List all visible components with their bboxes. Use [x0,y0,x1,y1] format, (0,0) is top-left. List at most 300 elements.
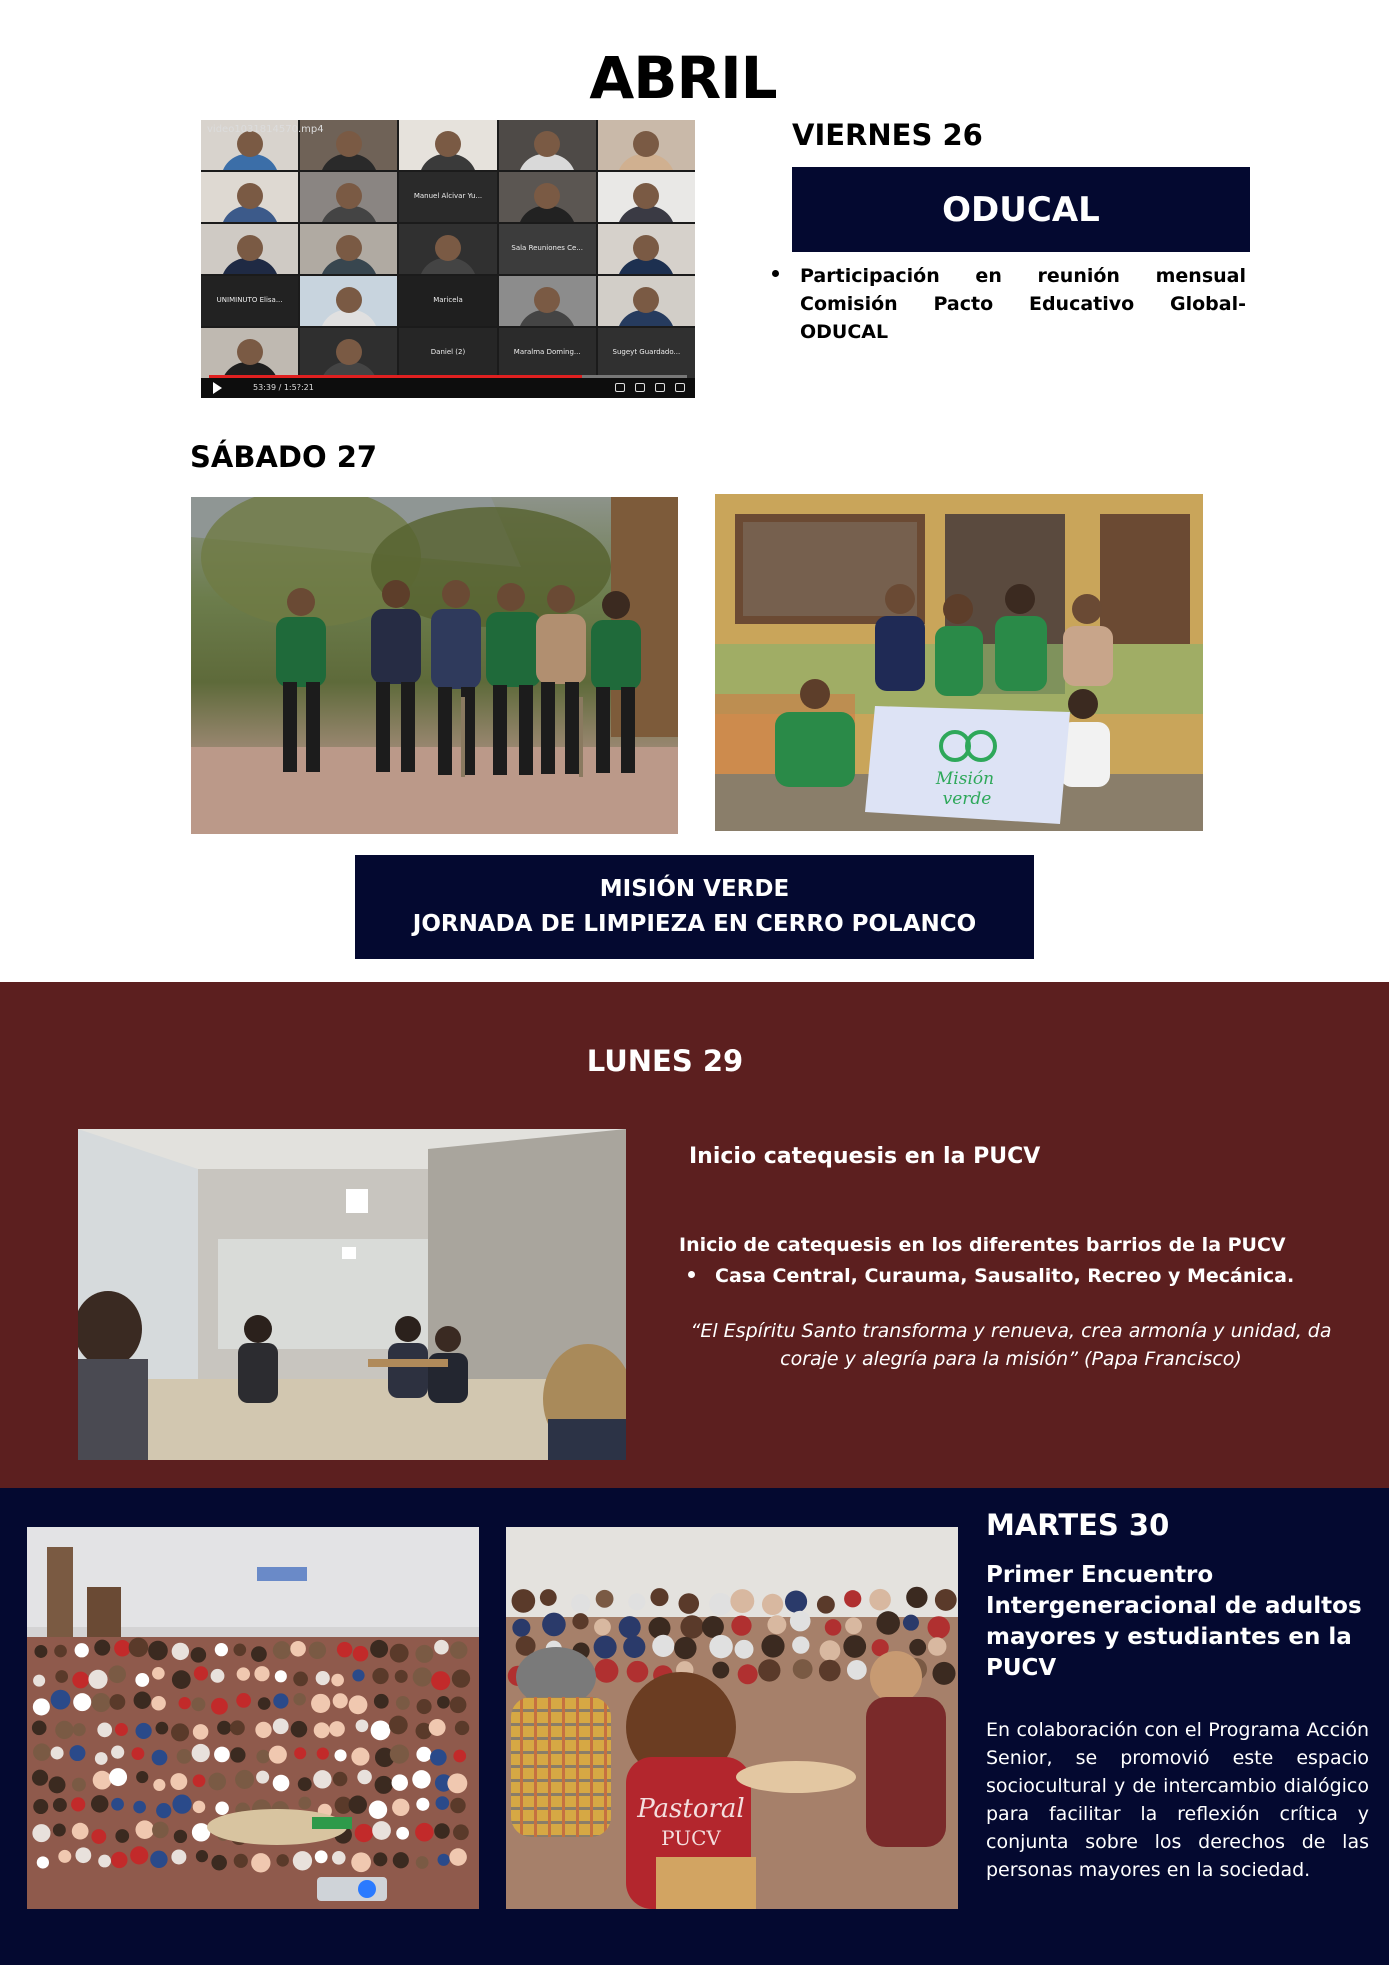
play-icon[interactable] [213,382,222,394]
crowd-person-mark [416,1747,431,1762]
crowd-person-mark [449,1848,467,1866]
crowd-person-mark [177,1749,192,1764]
participant-name: Maricela [433,296,463,304]
crowd-person-mark [316,1671,330,1685]
crowd-person-mark [453,1824,469,1840]
crowd-person-mark [313,1770,331,1788]
crowd-person-mark [111,1798,124,1811]
participant-tile [201,172,298,222]
crowd-person-mark [152,1822,169,1839]
crowd-person-mark [293,1851,312,1870]
participant-head [534,287,560,313]
crowd-person-mark [329,1721,345,1737]
crowd-person-mark [619,1616,641,1638]
crowd-person-mark [337,1642,353,1658]
participant-tile [300,172,397,222]
catequesis-title: Inicio catequesis en la PUCV [689,1144,1041,1169]
crowd-person-mark [393,1852,409,1868]
crowd-person-mark [71,1797,85,1811]
crowd-person-mark [372,1668,388,1684]
participant-tile [499,120,596,170]
crowd-person-mark [156,1803,171,1818]
participant-tile [598,172,695,222]
crowd-person-mark [33,1743,50,1760]
video-call-screenshot [201,120,695,398]
crowd-person-mark [452,1669,470,1687]
crowd-person-mark [932,1662,955,1685]
crowd-person-mark [115,1829,129,1843]
bullet-icon [688,1271,695,1278]
crowd-person-mark [349,1795,367,1813]
oducal-title: ODUCAL [942,189,1100,230]
crowd-person-mark [903,1615,919,1631]
crowd-person-mark [88,1670,107,1689]
crowd-person-mark [374,1694,389,1709]
shirt-text-line1: Pastoral [637,1794,745,1824]
settings-icon[interactable] [635,383,645,392]
crowd-person-mark [416,1798,429,1811]
crowd-person-mark [434,1823,450,1839]
crowd-person-mark [709,1593,731,1615]
crowd-person-mark [298,1797,311,1810]
participant-tile [598,276,695,326]
participant-tile [499,328,596,378]
crowd-person-mark [572,1613,588,1629]
papa-francisco-quote: “El Espíritu Santo transforma y renueva, crea armonía y unidad, da coraje y alegría para la misión” (Papa Francisco) [690,1320,1332,1370]
participant-head [237,339,263,365]
crowd-person-mark [392,1774,408,1790]
crowd-person-mark [109,1768,127,1786]
participant-head [435,131,461,157]
crowd-person-mark [390,1744,409,1763]
crowd-person-mark [191,1647,207,1663]
crowd-person-mark [844,1590,861,1607]
crowd-person-mark [627,1661,649,1683]
crowd-person-mark [512,1589,536,1613]
crowd-person-mark [196,1850,208,1862]
viernes-heading: VIERNES 26 [792,118,983,152]
crowd-person-mark [395,1670,408,1683]
crowd-person-mark [349,1695,368,1714]
crowd-person-mark [51,1746,64,1759]
crowd-person-mark [396,1827,409,1840]
video-progress-bar[interactable] [209,375,687,378]
crowd-person-mark [434,1640,449,1655]
oducal-bullet-text: Participación en reunión mensual Comisión Pacto Educativo Global-ODUCAL [800,265,1246,343]
crowd-person-mark [98,1855,111,1868]
crowd-person-mark [251,1646,267,1662]
crowd-person-mark [211,1698,228,1715]
crowd-person-mark [436,1796,450,1810]
crowd-person-mark [758,1659,780,1681]
crowd-person-mark [55,1721,73,1739]
crowd-person-mark [767,1615,786,1634]
crowd-person-mark [91,1829,106,1844]
fullscreen-icon[interactable] [675,383,685,392]
crowd-person-mark [333,1772,347,1786]
crowd-person-mark [309,1642,326,1659]
crowd-person-mark [214,1747,230,1763]
crowd-person-mark [333,1693,348,1708]
crowd-person-mark [114,1640,130,1656]
crowd-person-mark [32,1721,47,1736]
crowd-person-mark [72,1823,89,1840]
crowd-person-mark [702,1616,724,1638]
participant-name: Sugeyt Guardado... [612,348,681,356]
participant-head [237,235,263,261]
crowd-person-mark [152,1667,165,1680]
participant-tile [499,224,596,274]
crowd-person-mark [371,1721,391,1741]
crowd-person-mark [431,1671,450,1690]
crowd-person-mark [370,1640,388,1658]
crowd-person-mark [356,1719,369,1732]
crowd-person-mark [412,1770,430,1788]
crowd-person-mark [820,1640,841,1661]
participant-head [633,183,659,209]
participant-head [336,131,362,157]
crowd-person-mark [111,1852,127,1868]
lunes-heading: LUNES 29 [586,1044,744,1078]
participant-name: Maralma Doming... [513,348,581,356]
crowd-person-mark [450,1798,465,1813]
crowd-person-mark [111,1746,124,1759]
crowd-person-mark [75,1847,91,1863]
crowd-person-mark [174,1830,187,1843]
crowd-person-mark [192,1744,210,1762]
crowd-person-mark [650,1588,668,1606]
crowd-person-mark [415,1645,433,1663]
crowd-person-mark [33,1698,50,1715]
crowd-person-mark [49,1776,66,1793]
crowd-person-mark [735,1640,754,1659]
crowd-person-mark [315,1850,328,1863]
crowd-person-mark [294,1747,306,1759]
participant-tile [201,224,298,274]
crowd-person-mark [32,1824,50,1842]
campus-bullet-item [688,1262,1328,1290]
participant-tile [300,224,397,274]
crowd-person-mark [290,1641,306,1657]
crowd-person-mark [628,1593,645,1610]
crowd-person-mark [72,1778,86,1792]
crowd-person-mark [594,1636,617,1659]
crowd-person-mark [150,1851,167,1868]
crowd-person-mark [230,1720,245,1735]
crowd-person-mark [375,1776,393,1794]
participant-head [633,235,659,261]
crowd-person-mark [369,1801,387,1819]
crowd-person-mark [254,1666,269,1681]
crowd-person-mark [674,1637,696,1659]
crowd-person-mark [680,1615,703,1638]
crowd-person-mark [389,1716,408,1735]
crowd-person-mark [172,1795,191,1814]
crowd-person-mark [571,1594,590,1613]
crowd-person-mark [293,1672,308,1687]
crowd-person-mark [450,1696,467,1713]
participant-head [633,131,659,157]
crowd-person-mark [32,1770,48,1786]
crowd-person-mark [927,1616,949,1638]
video-controls [201,378,695,398]
participant-tile [300,328,397,378]
crowd-person-mark [233,1643,246,1656]
catequesis-room-photo [78,1129,626,1460]
crowd-person-mark [352,1669,364,1681]
crowd-person-mark [731,1616,751,1636]
crowd-person-mark [97,1723,112,1738]
crowd-person-mark [793,1659,813,1679]
crowd-person-mark [390,1644,409,1663]
crowd-person-mark [623,1636,645,1658]
crowd-person-mark [153,1779,165,1791]
crowd-person-mark [595,1659,619,1683]
mision-verde-group-photo [715,494,1203,831]
crowd-person-mark [906,1587,927,1608]
participant-tile [201,328,298,378]
crowd-person-mark [928,1637,947,1656]
crowd-person-mark [134,1692,151,1709]
crowd-person-mark [129,1638,149,1658]
crowd-person-mark [73,1693,91,1711]
oducal-bullet-item [772,262,1246,346]
participant-tile [499,276,596,326]
crowd-person-mark [170,1773,187,1790]
crowd-person-mark [298,1777,312,1791]
crowd-person-mark [255,1722,271,1738]
crowd-person-mark [843,1635,866,1658]
crowd-person-mark [115,1723,128,1736]
crowd-person-mark [430,1749,447,1766]
oducal-banner [792,167,1250,252]
crowd-person-mark [91,1693,110,1712]
crowd-person-mark [258,1697,271,1710]
crowd-person-mark [235,1770,254,1789]
miniplayer-icon[interactable] [655,383,665,392]
crowd-person-mark [512,1619,530,1637]
crowd-person-mark [935,1589,957,1611]
crowd-person-mark [136,1771,148,1783]
crowd-person-mark [730,1589,754,1613]
crowd-person-mark [135,1820,154,1839]
crowd-person-mark [276,1854,288,1866]
page-title: ABRIL [589,44,777,112]
crowd-person-mark [372,1821,391,1840]
crowd-person-mark [790,1611,811,1632]
participant-tile [399,276,496,326]
participant-head [336,183,362,209]
participant-name: Sala Reuniones Ce... [511,244,584,252]
crowd-person-mark [331,1674,344,1687]
crowd-person-mark [712,1662,729,1679]
catequesis-subtitle: Inicio de catequesis en los diferentes barrios de la PUCV [679,1234,1286,1256]
crowd-person-mark [133,1801,146,1814]
video-progress-fill [209,375,582,378]
crowd-person-mark [450,1641,467,1658]
participant-tile [399,224,496,274]
crowd-person-mark [792,1636,809,1653]
crowd-person-mark [817,1596,835,1614]
crowd-person-mark [152,1750,168,1766]
crowd-person-mark [437,1696,450,1709]
crowd-person-mark [317,1747,329,1759]
crowd-person-mark [845,1617,862,1634]
participant-tile [598,224,695,274]
crowd-person-mark [275,1670,287,1682]
participant-head [534,183,560,209]
video-filename: video1031814570.mp4 [207,124,324,135]
flag-text-line1: Misión [935,769,995,789]
crowd-person-mark [256,1750,270,1764]
crowd-person-mark [438,1854,450,1866]
subtitles-icon[interactable] [615,383,625,392]
crowd-person-mark [256,1771,269,1784]
crowd-person-mark [172,1643,189,1660]
participant-head [336,339,362,365]
crowd-person-mark [211,1855,227,1871]
crowd-person-mark [179,1697,191,1709]
participant-name: UNIMINUTO Elisa... [216,296,283,304]
crowd-person-mark [417,1699,432,1714]
crowd-person-mark [130,1846,148,1864]
participant-tile [499,172,596,222]
crowd-person-mark [211,1669,225,1683]
crowd-person-mark [53,1824,66,1837]
crowd-person-mark [542,1613,566,1637]
crowd-person-mark [332,1851,346,1865]
flag-text-line2: verde [942,789,992,809]
crowd-person-mark [373,1852,387,1866]
crowd-person-mark [33,1675,45,1687]
crowd-person-mark [236,1693,251,1708]
participant-grid [201,120,695,378]
crowd-person-mark [156,1722,169,1735]
participant-tile [300,276,397,326]
crowd-person-mark [453,1750,466,1763]
crowd-person-mark [237,1667,250,1680]
crowd-person-mark [785,1591,807,1613]
crowd-person-mark [392,1799,409,1816]
crowd-person-mark [909,1639,926,1656]
crowd-person-mark [55,1670,68,1683]
crowd-person-mark [269,1746,287,1764]
crowd-person-mark [148,1641,168,1661]
crowd-person-mark [108,1665,126,1683]
crowd-person-mark [596,1590,614,1608]
crowd-person-mark [429,1719,446,1736]
crowd-person-mark [193,1724,209,1740]
crowd-person-mark [291,1721,308,1738]
crowd-person-mark [293,1693,305,1705]
mision-verde-banner-line1: MISIÓN VERDE [599,876,790,902]
participant-tile [201,276,298,326]
crowd-person-mark [192,1697,206,1711]
crowd-person-mark [53,1798,67,1812]
participant-tile [598,120,695,170]
crowd-person-mark [355,1824,373,1842]
participant-head [633,287,659,313]
crowd-person-mark [37,1856,49,1868]
crowd-person-mark [415,1823,434,1842]
crowd-person-mark [171,1723,189,1741]
crowd-person-mark [93,1771,112,1790]
crowd-person-mark [678,1593,699,1614]
crowd-person-mark [652,1635,674,1657]
crowd-person-mark [72,1672,89,1689]
crowd-person-mark [69,1745,85,1761]
crowd-person-mark [234,1854,248,1868]
crowd-person-mark [34,1645,47,1658]
crowd-person-mark [273,1775,290,1792]
crowd-person-mark [215,1801,229,1815]
crowd-person-mark [357,1770,372,1785]
crowd-person-mark [761,1634,784,1657]
crowd-person-mark [94,1640,110,1656]
encuentro-title: Primer Encuentro Intergeneracional de adultos mayores y estudiantes en la PUCV [986,1562,1362,1681]
crowd-person-mark [413,1667,432,1686]
encuentro-table-photo [506,1527,958,1909]
crowd-person-mark [353,1646,369,1662]
participant-head [336,287,362,313]
campus-list-text: Casa Central, Curauma, Sausalito, Recreo y Mecánica. [715,1265,1295,1287]
shirt-text-line2: PUCV [661,1826,721,1850]
participant-tile [399,120,496,170]
crowd-person-mark [762,1594,783,1615]
crowd-person-mark [171,1849,186,1864]
video-time: 53:39 / 1:5?:21 [253,383,314,392]
crowd-person-mark [33,1799,48,1814]
crowd-person-mark [73,1723,86,1736]
crowd-person-mark [869,1589,891,1611]
crowd-person-mark [131,1747,144,1760]
crowd-person-mark [230,1747,245,1762]
participant-head [237,183,263,209]
crowd-person-mark [416,1856,429,1869]
crowd-person-mark [709,1635,732,1658]
crowd-person-mark [54,1645,67,1658]
crowd-person-mark [110,1694,126,1710]
crowd-person-mark [208,1773,226,1791]
crowd-person-mark [135,1723,151,1739]
crowd-person-mark [455,1721,469,1735]
crowd-person-mark [594,1619,611,1636]
participant-name: Daniel (2) [430,348,466,356]
crowd-person-mark [334,1749,346,1761]
crowd-person-mark [95,1752,108,1765]
crowd-person-mark [151,1696,166,1711]
crowd-person-mark [876,1611,900,1635]
crowd-person-mark [396,1696,410,1710]
crowd-person-mark [311,1694,330,1713]
crowd-person-mark [135,1673,149,1687]
crowd-person-mark [273,1718,289,1734]
crowd-person-mark [819,1660,841,1682]
participant-head [336,235,362,261]
encuentro-description: En colaboración con el Programa Acción Senior, se promovió este espacio sociocultural y de intercambio dialógico para facilitar la reflexión crítica y conjunta sobre los derechos de las personas mayores en la sociedad. [986,1719,1369,1881]
crowd-person-mark [217,1721,231,1735]
crowd-person-mark [215,1643,228,1656]
crowd-person-mark [58,1850,71,1863]
crowd-person-mark [91,1795,108,1812]
martes-heading: MARTES 30 [986,1508,1170,1542]
crowd-person-mark [738,1664,758,1684]
participant-name: Manuel Alcivar Yu... [413,192,483,200]
mision-verde-banner-line2: JORNADA DE LIMPIEZA EN CERRO POLANCO [412,911,977,937]
crowd-person-mark [447,1773,467,1793]
participant-head [435,235,461,261]
crowd-person-mark [194,1666,208,1680]
